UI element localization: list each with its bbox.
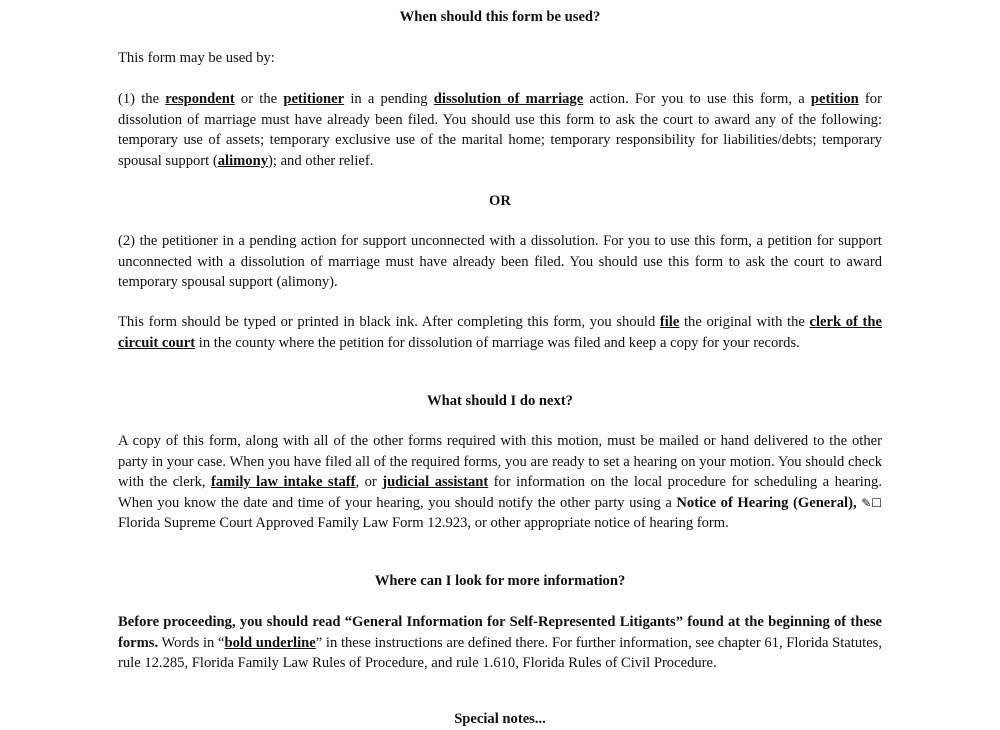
heading-more-info: Where can I look for more information? — [374, 573, 626, 589]
intro-paragraph: This form may be used by: — [118, 50, 275, 66]
term-file: file — [659, 314, 680, 330]
form-pen-box-icon: ✎☐ — [861, 495, 883, 510]
heading-what-next: What should I do next? — [427, 393, 573, 409]
term-family-law-intake-staff: family law intake staff — [210, 474, 356, 490]
term-respondent: respondent — [165, 91, 235, 107]
or-separator: OR — [489, 193, 511, 209]
more-info-paragraph: Before proceeding, you should read “General Information for Self-Represented Litigants” found at the beginning of these forms. Words in “bold underline” in these instructions are defined there. For further information, see chapter 61, Florida Statutes, rule 12.285, Florida Family Law Rules of Procedure, and rule 1.610, Florida Rules of Civil Procedure. — [118, 614, 882, 671]
term-dissolution-of-marriage: dissolution of marriage — [433, 91, 584, 107]
item-2-paragraph: (2) the petitioner in a pending action for support unconnected with a dissolution. For you to use this form, a petition for support unconnected with a dissolution of marriage must have already been filed. You should use this form to ask the court to award temporary spousal support (alimony). — [118, 233, 882, 290]
general-info-instruction: Before proceeding, you should read “General Information for Self-Represented Litigants” found at the beginning of these forms. — [118, 614, 882, 651]
term-bold-underline: bold underline — [224, 634, 316, 651]
heading-special-notes: Special notes... — [454, 711, 546, 727]
term-petition: petition — [810, 91, 859, 107]
term-judicial-assistant: judicial assistant — [382, 474, 489, 490]
notice-of-hearing-form-name: Notice of Hearing (General), — [676, 494, 857, 511]
item-1-paragraph: (1) the respondent or the petitioner in a pending dissolution of marriage action. For you to use this form, a petition for dissolution of marriage must have already been filed. You should use this form to ask the court to award any of the following: temporary use of assets; temporary exclusive use of the marital home; temporary responsibility for liabilities/debts; temporary spousal support (alimony); and other relief. — [118, 91, 882, 169]
term-petitioner: petitioner — [283, 91, 345, 107]
heading-when-used: When should this form be used? — [399, 9, 601, 25]
filing-paragraph: This form should be typed or printed in black ink. After completing this form, you should file the original with the clerk of the circuit court in the county where the petition for dissolution of marriage was filed and keep a copy for your records. — [118, 314, 882, 351]
term-clerk-of-circuit-court: clerk of the circuit court — [118, 314, 882, 351]
next-steps-paragraph: A copy of this form, along with all of the other forms required with this motion, must be mailed or hand delivered to the other party in your case. When you have filed all of the required forms, you are ready to set a hearing on your motion. You should check with the clerk, family law intake staff, or judicial assistant for information on the local procedure for scheduling a hearing. When you know the date and time of your hearing, you should notify the other party using a Notice of Hearing (General), ✎☐ Florida Supreme Court Approved Family Law Form 12.923, or other appropriate notice of hearing form. — [118, 433, 883, 531]
term-alimony: alimony — [217, 152, 269, 169]
